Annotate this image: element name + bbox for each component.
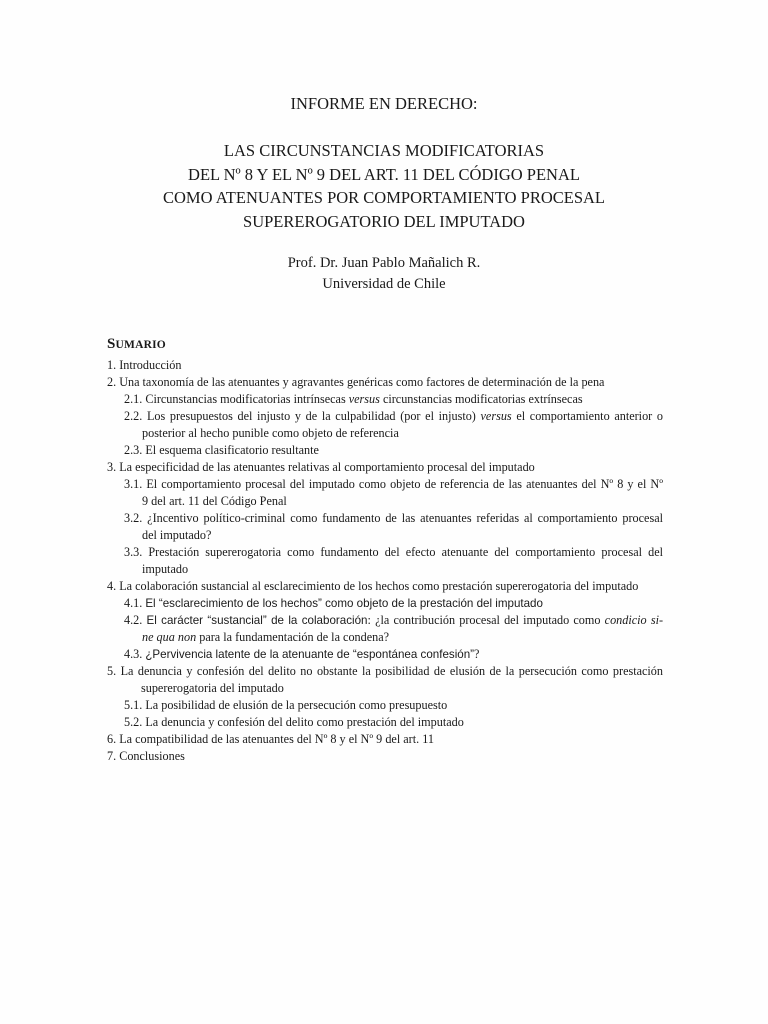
toc-item-4 bbox=[107, 578, 663, 595]
toc-item-2-2-part-c: el comportamiento anterior o bbox=[511, 409, 663, 423]
toc-item-3-2-line-1: 3.2. ¿Incentivo político-criminal como fundamento de las atenuantes referidas al comportamiento procesal bbox=[124, 511, 663, 525]
title-line-2: DEL Nº 8 Y EL Nº 9 DEL ART. 11 DEL CÓDIGO PENAL bbox=[188, 164, 580, 184]
toc-item-4-3-number: 4.3. bbox=[124, 647, 146, 661]
toc-item-3-3-line-2: imputado bbox=[142, 562, 189, 576]
toc-item-5-line-2: supererogatoria del imputado bbox=[141, 681, 284, 695]
toc-item-2-2-part-a: 2.2. Los presupuestos del injusto y de la culpabilidad (por el injusto) bbox=[124, 409, 481, 423]
toc-item-3-2-line-2: del imputado? bbox=[142, 528, 212, 542]
toc-item-2-2-line-2: posterior al hecho punible como objeto de referencia bbox=[142, 426, 399, 440]
toc-item-1 bbox=[107, 357, 663, 374]
toc-item-3-3-line-1: 3.3. Prestación supererogatoria como fundamento del efecto atenuante del comportamiento procesal del bbox=[124, 545, 663, 559]
document-title bbox=[0, 139, 768, 233]
toc-item-3 bbox=[107, 459, 663, 476]
toc-item-5 bbox=[107, 663, 663, 697]
toc-item-4-2-number: 4.2. bbox=[124, 613, 147, 627]
sumario-heading bbox=[107, 336, 166, 353]
toc-item-3-1 bbox=[107, 476, 663, 510]
toc-item-4-text: 4. La colaboración sustancial al esclarecimiento de los hechos como prestación supererogatoria del imputado bbox=[107, 579, 639, 593]
toc-item-4-2 bbox=[107, 612, 663, 646]
toc-item-4-2-part-e: ne qua non bbox=[142, 630, 197, 644]
toc-item-4-2-label: El carácter “sustancial” de la colaboración bbox=[146, 614, 368, 627]
title-line-4: SUPEREROGATORIO DEL IMPUTADO bbox=[243, 211, 525, 231]
title-line-3: COMO ATENUANTES POR COMPORTAMIENTO PROCESAL bbox=[162, 188, 606, 207]
toc-item-1-text: 1. Introducción bbox=[107, 358, 182, 372]
toc-item-2-1-part-b: versus bbox=[348, 392, 380, 406]
toc-item-4-3 bbox=[107, 646, 663, 663]
report-label-text: INFORME EN DERECHO: bbox=[290, 94, 478, 113]
toc-item-4-1-label: El “esclarecimiento de los hechos” como objeto de la prestación del imputado bbox=[145, 597, 543, 610]
toc-item-5-1-text: 5.1. La posibilidad de elusión de la persecución como presupuesto bbox=[124, 698, 448, 712]
toc-item-3-1-line-1: 3.1. El comportamiento procesal del imputado como objeto de referencia de las atenuantes del Nº 8 y el Nº bbox=[124, 477, 663, 491]
toc-item-4-1-text bbox=[107, 595, 663, 612]
toc-item-6-text: 6. La compatibilidad de las atenuantes del Nº 8 y el Nº 9 del art. 11 bbox=[107, 732, 434, 746]
toc-item-5-2 bbox=[107, 714, 663, 731]
toc-item-6 bbox=[107, 731, 663, 748]
toc-item-2-1 bbox=[107, 391, 663, 408]
toc-item-3-1-line-2: 9 del art. 11 del Código Penal bbox=[142, 494, 287, 508]
toc-item-3-text: 3. La especificidad de las atenuantes relativas al comportamiento procesal del imputado bbox=[107, 460, 535, 474]
sumario-heading-rest: UMARIO bbox=[115, 339, 166, 351]
toc-item-3-3 bbox=[107, 544, 663, 578]
toc-item-4-1-number: 4.1. bbox=[124, 596, 146, 610]
toc-item-2-3 bbox=[107, 442, 663, 459]
toc-item-2 bbox=[107, 374, 663, 391]
author-block bbox=[0, 253, 768, 295]
toc-item-2-text: 2. Una taxonomía de las atenuantes y agravantes genéricas como factores de determinación de la pena bbox=[107, 375, 605, 389]
toc-item-5-line-1: 5. La denuncia y confesión del delito no obstante la posibilidad de elusión de la persecución como prestación bbox=[107, 664, 663, 678]
title-line-1: LAS CIRCUNSTANCIAS MODIFICATORIAS bbox=[223, 141, 545, 160]
toc-item-2-1-text bbox=[107, 391, 663, 408]
sumario-heading-initial: S bbox=[107, 336, 116, 352]
toc-item-4-2-line-1 bbox=[107, 612, 663, 629]
table-of-contents bbox=[107, 357, 663, 765]
toc-item-2-1-part-a: 2.1. Circunstancias modificatorias intrínsecas bbox=[124, 392, 349, 406]
author-name: Prof. Dr. Juan Pablo Mañalich R. bbox=[287, 255, 481, 271]
toc-item-4-2-part-c: : ¿la contribución procesal del imputado como bbox=[367, 613, 605, 627]
toc-item-4-3-end: ? bbox=[474, 647, 480, 661]
toc-item-3-2 bbox=[107, 510, 663, 544]
toc-item-7 bbox=[107, 748, 663, 765]
toc-item-4-3-text bbox=[107, 646, 663, 663]
toc-item-5-2-text: 5.2. La denuncia y confesión del delito como prestación del imputado bbox=[124, 715, 464, 729]
toc-item-2-1-part-c: circunstancias modificatorias extrínsecas bbox=[379, 392, 583, 406]
toc-item-4-2-part-f: para la fundamentación de la condena? bbox=[196, 630, 390, 644]
toc-item-4-3-label: ¿Pervivencia latente de la atenuante de “espontánea confesión” bbox=[145, 648, 475, 661]
toc-item-2-2-line-1 bbox=[107, 408, 663, 425]
author-affiliation: Universidad de Chile bbox=[322, 276, 446, 292]
toc-item-4-1 bbox=[107, 595, 663, 612]
report-label bbox=[0, 92, 768, 116]
toc-item-5-1 bbox=[107, 697, 663, 714]
toc-item-4-2-part-d: condicio si- bbox=[604, 613, 664, 627]
toc-item-7-text: 7. Conclusiones bbox=[107, 749, 185, 763]
toc-item-2-2-part-b: versus bbox=[480, 409, 512, 423]
toc-item-2-2 bbox=[107, 408, 663, 442]
toc-item-4-2-line-2 bbox=[107, 629, 663, 646]
toc-item-2-3-text: 2.3. El esquema clasificatorio resultante bbox=[124, 443, 319, 457]
